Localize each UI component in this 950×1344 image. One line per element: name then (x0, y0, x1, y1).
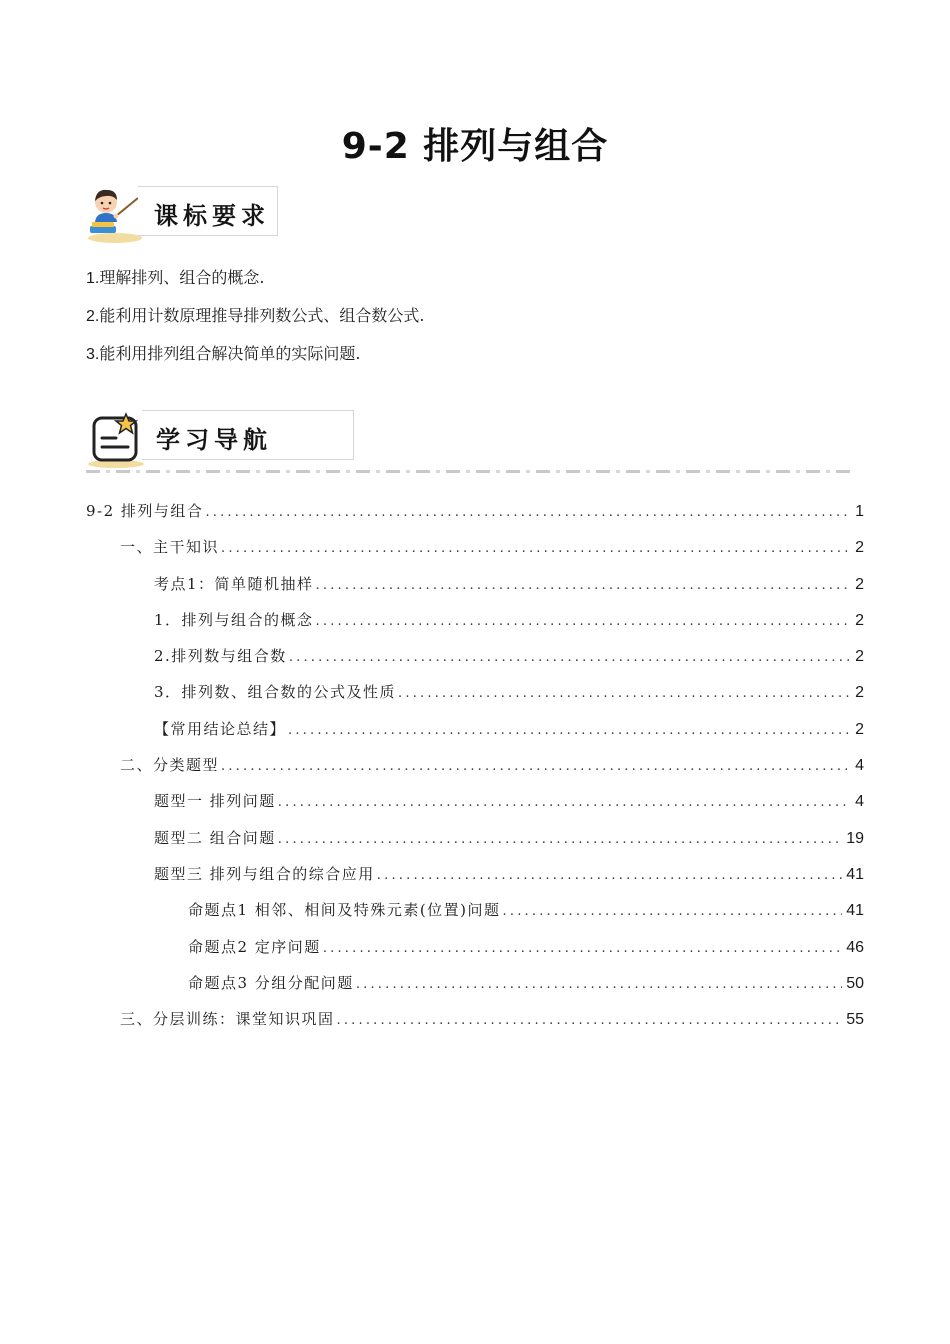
toc-page-number: 41 (846, 902, 864, 920)
toc-leader-dots (221, 759, 851, 774)
toc-entry[interactable] (86, 718, 864, 754)
toc-entry-title: 题型一 排列问题 (154, 792, 276, 811)
toc-page-number: 1 (855, 503, 864, 520)
toc-entry-title: 3．排列数、组合数的公式及性质 (154, 683, 397, 702)
toc-entry[interactable] (86, 863, 864, 899)
star-list-icon (86, 408, 148, 470)
toc-leader-dots (289, 650, 851, 665)
toc-leader-dots (316, 614, 852, 629)
section-banner-curriculum (86, 184, 286, 244)
toc-leader-dots (278, 832, 842, 847)
toc-leader-dots (503, 904, 843, 919)
section-heading: 课标要求 (154, 202, 270, 230)
toc-page-number: 2 (855, 611, 864, 629)
table-of-contents (86, 500, 864, 1044)
toc-entry[interactable] (86, 972, 864, 1008)
toc-leader-dots (323, 941, 842, 956)
teacher-pointing-icon (86, 184, 144, 244)
toc-entry-title: 题型二 组合问题 (154, 828, 276, 847)
toc-page-number: 2 (855, 684, 864, 702)
toc-entry[interactable] (86, 936, 864, 972)
toc-entry-title: 1．排列与组合的概念 (154, 610, 314, 629)
toc-page-number: 46 (846, 938, 864, 956)
toc-leader-dots (377, 868, 842, 883)
toc-entry-title: 2.排列数与组合数 (154, 647, 287, 666)
toc-page-number: 4 (855, 793, 864, 811)
toc-leader-dots (356, 977, 842, 992)
toc-entry-title: 三、分层训练：课堂知识巩固 (120, 1010, 335, 1029)
toc-entry[interactable] (86, 573, 864, 609)
toc-entry-title: 考点1：简单随机抽样 (154, 574, 314, 593)
section-banner-navigation (86, 408, 366, 468)
requirements-list (86, 264, 424, 378)
toc-page-number: 4 (855, 757, 864, 775)
toc-entry-title: 命题点2 定序问题 (188, 937, 321, 956)
toc-leader-dots (316, 578, 852, 593)
toc-entry[interactable] (86, 827, 864, 863)
toc-leader-dots (337, 1013, 843, 1028)
toc-entry[interactable] (86, 681, 864, 717)
toc-leader-dots (205, 505, 851, 520)
toc-page-number: 50 (846, 974, 864, 992)
toc-leader-dots (288, 723, 851, 738)
toc-entry-title: 二、分类题型 (120, 756, 220, 775)
toc-leader-dots (278, 795, 851, 810)
toc-entry[interactable] (86, 790, 864, 826)
toc-entry[interactable] (86, 536, 864, 572)
toc-entry[interactable] (86, 1008, 864, 1044)
toc-page-number: 2 (855, 575, 864, 593)
toc-leader-dots (398, 686, 851, 701)
section-heading: 学习导航 (156, 426, 272, 454)
toc-leader-dots (221, 541, 851, 556)
requirement-item: 3.能利用排列组合解决简单的实际问题. (86, 344, 361, 363)
toc-entry[interactable] (86, 500, 864, 536)
toc-page-number: 2 (855, 720, 864, 738)
toc-entry-title: 一、主干知识 (120, 538, 220, 557)
toc-entry[interactable] (86, 754, 864, 790)
toc-entry-title: 9-2 排列与组合 (86, 502, 204, 520)
toc-page-number: 2 (855, 648, 864, 666)
toc-page-number: 2 (855, 539, 864, 557)
toc-entry[interactable] (86, 645, 864, 681)
toc-page-number: 19 (846, 829, 864, 847)
requirement-item: 1.理解排列、组合的概念. (86, 268, 265, 287)
toc-entry-title: 题型三 排列与组合的综合应用 (154, 864, 375, 883)
toc-page-number: 41 (846, 865, 864, 883)
dashed-divider (86, 470, 850, 473)
toc-page-number: 55 (846, 1011, 864, 1029)
toc-entry-title: 【常用结论总结】 (154, 719, 287, 738)
page-title: 9-2 排列与组合 (341, 126, 609, 167)
toc-entry[interactable] (86, 609, 864, 645)
requirement-item: 2.能利用计数原理推导排列数公式、组合数公式. (86, 306, 425, 325)
toc-entry[interactable] (86, 899, 864, 935)
toc-entry-title: 命题点1 相邻、相间及特殊元素(位置)问题 (188, 901, 501, 920)
toc-entry-title: 命题点3 分组分配问题 (188, 973, 354, 992)
